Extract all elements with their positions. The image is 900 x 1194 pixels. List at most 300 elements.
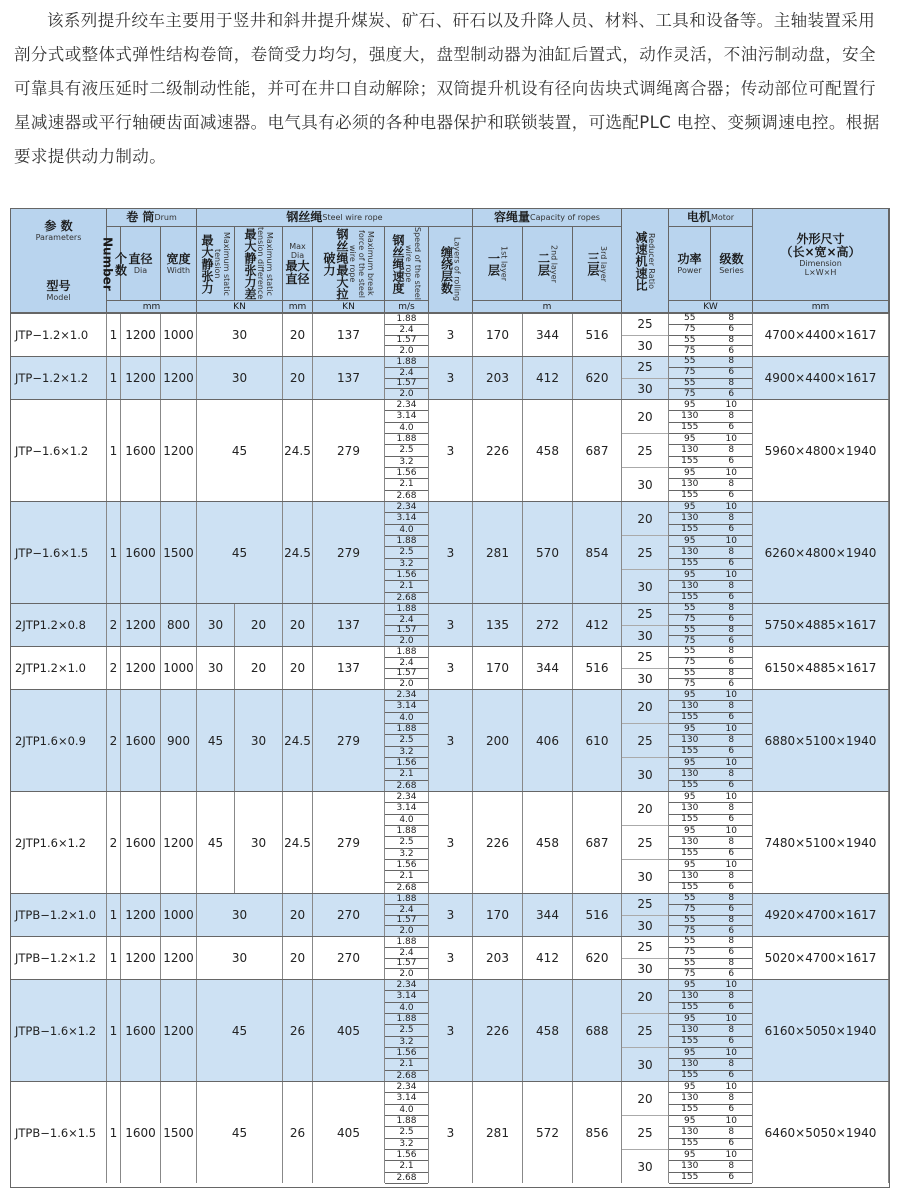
layers-cell: 3 (429, 792, 473, 893)
motor-series: 10 (725, 1081, 737, 1092)
break-cell: 279 (313, 502, 385, 603)
motor-series: 8 (728, 512, 735, 523)
width-label-en: Width (166, 265, 191, 275)
motor-power: 155 (681, 456, 699, 467)
motor-power: 75 (684, 367, 696, 378)
ratio-value: 30 (637, 477, 653, 492)
ratio-list (622, 400, 669, 501)
ratio-value: 25 (622, 1014, 668, 1048)
motor-power: 155 (681, 1172, 699, 1183)
motor-power: 130 (681, 768, 699, 779)
speed-value: 1.57 (385, 959, 428, 970)
speed-value: 2.0 (385, 926, 428, 937)
speed-value: 2.5 (385, 735, 428, 746)
motor-power: 95 (684, 569, 696, 580)
motor-power: 55 (684, 377, 696, 388)
unit-kn: KN (233, 301, 246, 312)
ratio-value: 20 (622, 690, 668, 724)
params-label-en: Parameters (35, 232, 82, 242)
layer1-cell: 170 (473, 647, 523, 689)
diff-cell: 20 (235, 647, 283, 689)
layer1-cell: 170 (473, 314, 523, 356)
layer2-cell: 412 (523, 357, 573, 399)
speed-value: 3.14 (385, 1093, 428, 1104)
motor-power: 95 (684, 791, 696, 802)
ratio-value: 25 (622, 724, 668, 758)
motor-series: 10 (725, 535, 737, 546)
dia-cell: 1600 (121, 502, 161, 603)
motor-list (669, 894, 753, 936)
layer2-cell: 458 (523, 792, 573, 893)
number-label: 个数 Number (100, 236, 128, 291)
motor-series: 8 (728, 667, 735, 678)
layer2-cell: 344 (523, 894, 573, 936)
layers-cell: 3 (429, 604, 473, 646)
header-l3 (573, 227, 622, 301)
ratio-value: 30 (637, 381, 653, 396)
ratio-list (622, 647, 669, 689)
ratio-value: 20 (622, 502, 668, 536)
speed-list (385, 604, 429, 646)
dimension-cell: 6160×5050×1940 (753, 980, 889, 1081)
ratio-list (622, 1082, 669, 1183)
break-cell: 279 (313, 400, 385, 501)
header-dim (753, 209, 889, 301)
motor-power: 95 (684, 979, 696, 990)
ratio-list (622, 980, 669, 1081)
motor-series: 6 (728, 848, 735, 859)
break-cell: 279 (313, 792, 385, 893)
layer1-cell: 226 (473, 792, 523, 893)
number-cell: 2 (107, 647, 121, 689)
layer1-cell: 281 (473, 502, 523, 603)
motor-power: 155 (681, 780, 699, 791)
motor-power: 55 (684, 313, 696, 324)
speed-list (385, 792, 429, 893)
rope-dia-cell: 20 (283, 357, 313, 399)
layers-cell: 3 (429, 314, 473, 356)
diff-cell: 30 (235, 792, 283, 893)
ratio-list (622, 690, 669, 791)
speed-value: 2.1 (385, 871, 428, 882)
dimension-cell: 4920×4700×1617 (753, 894, 889, 936)
speed-value: 1.88 (385, 604, 428, 615)
rope-dia-cell: 20 (283, 937, 313, 979)
motor-series: 6 (728, 456, 735, 467)
dim-label-en: Dimension (799, 258, 842, 268)
speed-value: 1.88 (385, 314, 428, 325)
motor-list (669, 502, 753, 603)
layer3-cell: 620 (573, 937, 622, 979)
motor-power: 155 (681, 814, 699, 825)
ratio-value: 25 (622, 647, 668, 669)
dia-cell: 1200 (121, 314, 161, 356)
motor-series: 6 (728, 614, 735, 625)
layer1-cell: 203 (473, 357, 523, 399)
rope-dia-cell: 20 (283, 314, 313, 356)
layers-cell: 3 (429, 357, 473, 399)
motor-series: 8 (728, 603, 735, 614)
dimension-cell: 6880×5100×1940 (753, 690, 889, 791)
header-l2 (523, 227, 573, 301)
speed-label-en: Speed of the steel wire rope (404, 227, 422, 300)
header-power (669, 227, 711, 301)
motor-series: 8 (728, 334, 735, 345)
motor-power: 130 (681, 1126, 699, 1137)
motor-series: 6 (728, 490, 735, 501)
header-capacity (473, 209, 622, 227)
number-cell: 1 (107, 937, 121, 979)
dia-cell: 1600 (121, 690, 161, 791)
layers-cell: 3 (429, 690, 473, 791)
break-label: 钢丝绳最大拉破力 (322, 227, 349, 300)
width-cell: 1200 (161, 980, 197, 1081)
layer1-cell: 226 (473, 980, 523, 1081)
motor-series: 6 (728, 882, 735, 893)
motor-series: 6 (728, 925, 735, 936)
motor-power: 155 (681, 490, 699, 501)
intro-text: 该系列提升绞车主要用于竖井和斜井提升煤炭、矿石、矸石以及升降人员、材料、工具和设备等。主轴装置采用剖分式或整体式弹性结构卷筒，卷筒受力均匀，强度大，盘型制动器为油缸后置式，动作灵活，不油污制动盘，安全可靠具有液压延时二级制动性能，并可在井口自动解除；双筒提升机设有径向齿块式调绳离合器；传动部位可配置行星减速器或平行轴硬齿面减速器。电气具有必须的各种电器保护和联锁装置，可选配PLC 电控、变频调速电控。根据要求提供动力制动。 (14, 11, 880, 166)
speed-value: 1.88 (385, 647, 428, 658)
header-params (11, 209, 107, 313)
motor-list (669, 690, 753, 791)
speed-value: 3.14 (385, 513, 428, 524)
motor-list (669, 357, 753, 399)
model-cell: 2JTP1.6×0.9 (11, 690, 107, 791)
ratio-value: 30 (637, 1057, 653, 1072)
layer3-cell: 620 (573, 357, 622, 399)
motor-series: 6 (728, 1036, 735, 1047)
motor-series: 10 (725, 1115, 737, 1126)
layers-cell: 3 (429, 980, 473, 1081)
ratio-list (622, 937, 669, 979)
ratio-value: 30 (637, 918, 653, 933)
header-dia (121, 227, 161, 301)
break-cell: 137 (313, 314, 385, 356)
tension-label: 最大静张力 (200, 233, 214, 294)
header-unit-mm3 (753, 301, 889, 313)
ratio-list (622, 604, 669, 646)
motor-series: 8 (728, 1160, 735, 1171)
motor-series: 10 (725, 1149, 737, 1160)
rope-label-en: Steel wire rope (322, 213, 383, 222)
number-cell: 1 (107, 502, 121, 603)
motor-series: 6 (728, 814, 735, 825)
motor-power: 95 (684, 1013, 696, 1024)
break-cell: 137 (313, 357, 385, 399)
speed-value: 2.4 (385, 325, 428, 336)
motor-power: 155 (681, 558, 699, 569)
ratio-value: 30 (637, 1159, 653, 1174)
speed-value: 2.0 (385, 389, 428, 400)
motor-power: 130 (681, 870, 699, 881)
dim-label: 外形尺寸 (796, 231, 845, 246)
model-cell: JTP−1.6×1.5 (11, 502, 107, 603)
motor-power: 55 (684, 667, 696, 678)
tension-cell: 30 (197, 314, 283, 356)
speed-value: 2.0 (385, 346, 428, 357)
motor-power: 130 (681, 802, 699, 813)
motor-series: 8 (728, 356, 735, 367)
l3-label: 三层 (586, 251, 600, 276)
motor-series: 8 (728, 377, 735, 388)
dia-cell: 1600 (121, 980, 161, 1081)
header-width (161, 227, 197, 301)
unit-ms: m/s (398, 301, 415, 312)
speed-value: 2.68 (385, 593, 428, 604)
motor-power: 55 (684, 914, 696, 925)
ratio-list (622, 314, 669, 356)
speed-value: 2.68 (385, 883, 428, 894)
motor-power: 75 (684, 345, 696, 356)
maxdia-label-en: Max Dia (289, 241, 306, 260)
speed-value: 4.0 (385, 423, 428, 434)
layer3-cell: 854 (573, 502, 622, 603)
model-label: 型号 (46, 278, 71, 293)
motor-power: 75 (684, 968, 696, 979)
motor-power: 95 (684, 399, 696, 410)
speed-value: 2.34 (385, 980, 428, 991)
speed-value: 2.4 (385, 905, 428, 916)
table-row (11, 1081, 889, 1183)
speed-value: 4.0 (385, 713, 428, 724)
width-cell: 800 (161, 604, 197, 646)
speed-value: 4.0 (385, 1105, 428, 1116)
motor-series: 10 (725, 723, 737, 734)
speed-value: 2.4 (385, 948, 428, 959)
speed-value: 2.5 (385, 1127, 428, 1138)
motor-power: 55 (684, 356, 696, 367)
table-row (11, 313, 889, 356)
break-cell: 405 (313, 980, 385, 1081)
header-unit-ms (385, 301, 429, 313)
header-series (711, 227, 753, 301)
width-cell: 1500 (161, 502, 197, 603)
layers-label: 缠绕层数 (439, 245, 454, 294)
diff-cell: 30 (235, 690, 283, 791)
width-label: 宽度 (166, 251, 191, 266)
speed-value: 1.88 (385, 1014, 428, 1025)
motor-power: 155 (681, 1070, 699, 1081)
dim-label-en2: L×W×H (804, 267, 837, 277)
motor-power: 130 (681, 990, 699, 1001)
speed-value: 3.14 (385, 701, 428, 712)
speed-value: 1.57 (385, 669, 428, 680)
l1-label: 一层 (486, 251, 501, 276)
ratio-value: 30 (637, 579, 653, 594)
unit-m: m (542, 301, 552, 312)
motor-series: 6 (728, 524, 735, 535)
motor-series: 8 (728, 1126, 735, 1137)
unit-mm-3: mm (811, 301, 830, 312)
header-unit-kw (669, 301, 753, 313)
model-cell: JTPB−1.2×1.0 (11, 894, 107, 936)
speed-value: 2.0 (385, 679, 428, 690)
layer1-cell: 226 (473, 400, 523, 501)
motor-series: 6 (728, 947, 735, 958)
tension-cell: 45 (197, 502, 283, 603)
layer1-cell: 135 (473, 604, 523, 646)
layers-cell: 3 (429, 1082, 473, 1183)
speed-value: 1.57 (385, 379, 428, 390)
motor-series: 10 (725, 1013, 737, 1024)
width-cell: 1000 (161, 314, 197, 356)
motor-power: 55 (684, 893, 696, 904)
layer2-cell: 344 (523, 314, 573, 356)
model-cell: JTPB−1.6×1.5 (11, 1082, 107, 1183)
motor-list (669, 792, 753, 893)
break-cell: 137 (313, 647, 385, 689)
table-row (11, 501, 889, 603)
motor-series: 8 (728, 870, 735, 881)
model-cell: JTP−1.2×1.2 (11, 357, 107, 399)
motor-list (669, 647, 753, 689)
layer3-cell: 516 (573, 314, 622, 356)
motor-series: 8 (728, 410, 735, 421)
layer2-cell: 406 (523, 690, 573, 791)
ratio-value: 25 (622, 357, 668, 379)
motor-series: 8 (728, 1024, 735, 1035)
layers-cell: 3 (429, 502, 473, 603)
motor-power: 75 (684, 635, 696, 646)
speed-value: 1.88 (385, 536, 428, 547)
table-row (11, 603, 889, 646)
dia-cell: 1600 (121, 400, 161, 501)
motor-series: 6 (728, 712, 735, 723)
model-cell: JTPB−1.2×1.2 (11, 937, 107, 979)
motor-power: 130 (681, 836, 699, 847)
motor-series: 10 (725, 569, 737, 580)
motor-power: 95 (684, 1149, 696, 1160)
speed-list (385, 314, 429, 356)
motor-series: 6 (728, 746, 735, 757)
motor-power: 55 (684, 334, 696, 345)
dia-label-en: Dia (133, 265, 148, 275)
header-break (313, 227, 385, 301)
motor-power: 95 (684, 467, 696, 478)
ratio-value: 30 (637, 628, 653, 643)
motor-series: 8 (728, 700, 735, 711)
ratio-value: 25 (622, 434, 668, 468)
layer3-cell: 412 (573, 604, 622, 646)
motor-series: 8 (728, 936, 735, 947)
speed-value: 1.88 (385, 1116, 428, 1127)
unit-mm: mm (142, 301, 161, 312)
layer1-cell: 203 (473, 937, 523, 979)
model-label-en: Model (46, 292, 71, 302)
motor-series: 6 (728, 592, 735, 603)
speed-value: 2.34 (385, 690, 428, 701)
motor-series: 8 (728, 546, 735, 557)
ratio-label: 减速机速比 (634, 230, 648, 291)
motor-series: 8 (728, 313, 735, 324)
width-cell: 1200 (161, 400, 197, 501)
header-unit-m (473, 301, 622, 313)
motor-power: 130 (681, 512, 699, 523)
motor-power: 155 (681, 746, 699, 757)
tension-cell: 30 (197, 894, 283, 936)
layer2-cell: 458 (523, 400, 573, 501)
header-number (100, 227, 128, 301)
motor-series: 8 (728, 802, 735, 813)
motor-series: 6 (728, 657, 735, 668)
motor-series: 6 (728, 904, 735, 915)
motor-power: 95 (684, 1081, 696, 1092)
speed-value: 2.0 (385, 636, 428, 647)
tension-label-en: Maximum static tension (213, 231, 231, 296)
layers-label-en: Layers of rolling (452, 237, 462, 302)
dia-label: 直径 (128, 251, 153, 266)
speed-value: 3.2 (385, 457, 428, 468)
motor-power: 75 (684, 678, 696, 689)
speed-list (385, 357, 429, 399)
motor-series: 8 (728, 646, 735, 657)
motor-list (669, 1082, 753, 1183)
table-row (11, 356, 889, 399)
motor-series: 8 (728, 914, 735, 925)
motor-power: 155 (681, 882, 699, 893)
layer3-cell: 687 (573, 792, 622, 893)
header-diff (235, 227, 283, 301)
speed-value: 1.57 (385, 916, 428, 927)
motor-power: 155 (681, 712, 699, 723)
tension-cell: 45 (197, 792, 235, 893)
ratio-value: 25 (622, 826, 668, 860)
speed-value: 1.57 (385, 336, 428, 347)
speed-list (385, 894, 429, 936)
layer2-cell: 344 (523, 647, 573, 689)
speed-value: 3.2 (385, 849, 428, 860)
rope-dia-cell: 26 (283, 1082, 313, 1183)
ratio-value: 25 (622, 604, 668, 626)
dia-cell: 1200 (121, 937, 161, 979)
motor-power: 130 (681, 444, 699, 455)
motor-power: 130 (681, 1058, 699, 1069)
series-label: 级数 (719, 251, 744, 266)
motor-power: 55 (684, 624, 696, 635)
l2-label-en: 2nd layer (549, 244, 559, 283)
motor-power: 95 (684, 501, 696, 512)
speed-value: 2.1 (385, 1059, 428, 1070)
tension-cell: 45 (197, 400, 283, 501)
number-cell: 1 (107, 894, 121, 936)
header-l1 (473, 227, 523, 301)
ratio-value: 20 (622, 980, 668, 1014)
motor-series: 10 (725, 399, 737, 410)
speed-value: 2.68 (385, 1071, 428, 1082)
motor-power: 95 (684, 757, 696, 768)
speed-list (385, 647, 429, 689)
unit-kn-2: KN (342, 301, 355, 312)
ratio-value: 25 (622, 1116, 668, 1150)
motor-series: 10 (725, 467, 737, 478)
number-cell: 1 (107, 400, 121, 501)
motor-series: 8 (728, 624, 735, 635)
speed-value: 3.14 (385, 803, 428, 814)
header-layers (429, 227, 473, 313)
diff-cell: 20 (235, 604, 283, 646)
header-maxdia (283, 227, 313, 301)
layer2-cell: 272 (523, 604, 573, 646)
motor-series: 10 (725, 791, 737, 802)
motor-power: 130 (681, 1092, 699, 1103)
dim-label-2: （长×宽×高） (780, 244, 861, 259)
motor-series: 6 (728, 422, 735, 433)
header-motor (669, 209, 753, 227)
speed-value: 2.1 (385, 1161, 428, 1172)
layer3-cell: 610 (573, 690, 622, 791)
break-label-en: Maximum break force of the steel wire rope (348, 229, 375, 298)
